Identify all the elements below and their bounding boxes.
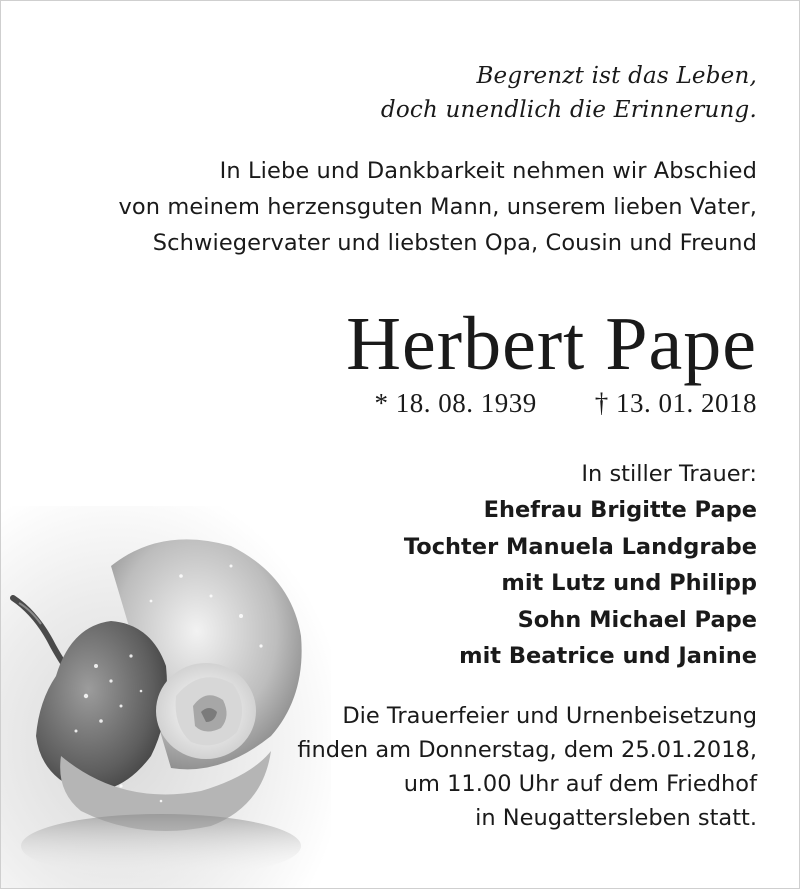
birth-date: * 18. 08. 1939 — [374, 388, 537, 418]
mourner-name: Tochter Manuela Landgrabe — [403, 533, 757, 560]
mourner-name: Ehefrau Brigitte Pape — [483, 497, 757, 523]
mourner-name: Sohn Michael Pape — [517, 606, 757, 633]
intro-line: Schwiegervater und liebsten Opa, Cousin und Freund — [152, 230, 757, 256]
ceremony-line: in Neugattersleben statt. — [475, 805, 757, 831]
death-date: † 13. 01. 2018 — [594, 388, 757, 418]
ceremony-line: Die Trauerfeier und Urnenbeisetzung — [342, 703, 757, 729]
deceased-name: Herbert Pape — [346, 302, 757, 386]
intro-line: In Liebe und Dankbarkeit nehmen wir Abschied — [219, 158, 757, 184]
motto-line: Begrenzt ist das Leben, — [476, 63, 757, 89]
motto-line: doch unendlich die Erinnerung. — [380, 97, 757, 123]
ceremony-info — [297, 699, 757, 835]
ceremony-line: finden am Donnerstag, dem 25.01.2018, — [297, 737, 757, 763]
mourner-name: mit Beatrice und Janine — [459, 643, 757, 669]
life-dates — [375, 386, 758, 420]
intro-line: von meinem herzensguten Mann, unserem lieben Vater, — [118, 194, 757, 220]
mourners-list — [404, 492, 757, 675]
mourner-name: mit Lutz und Philipp — [501, 570, 757, 596]
rose-illustration — [1, 506, 331, 888]
mourners-label: In stiller Trauer: — [581, 461, 757, 487]
intro-text — [118, 153, 757, 261]
ceremony-line: um 11.00 Uhr auf dem Friedhof — [403, 771, 757, 797]
motto — [381, 59, 757, 127]
